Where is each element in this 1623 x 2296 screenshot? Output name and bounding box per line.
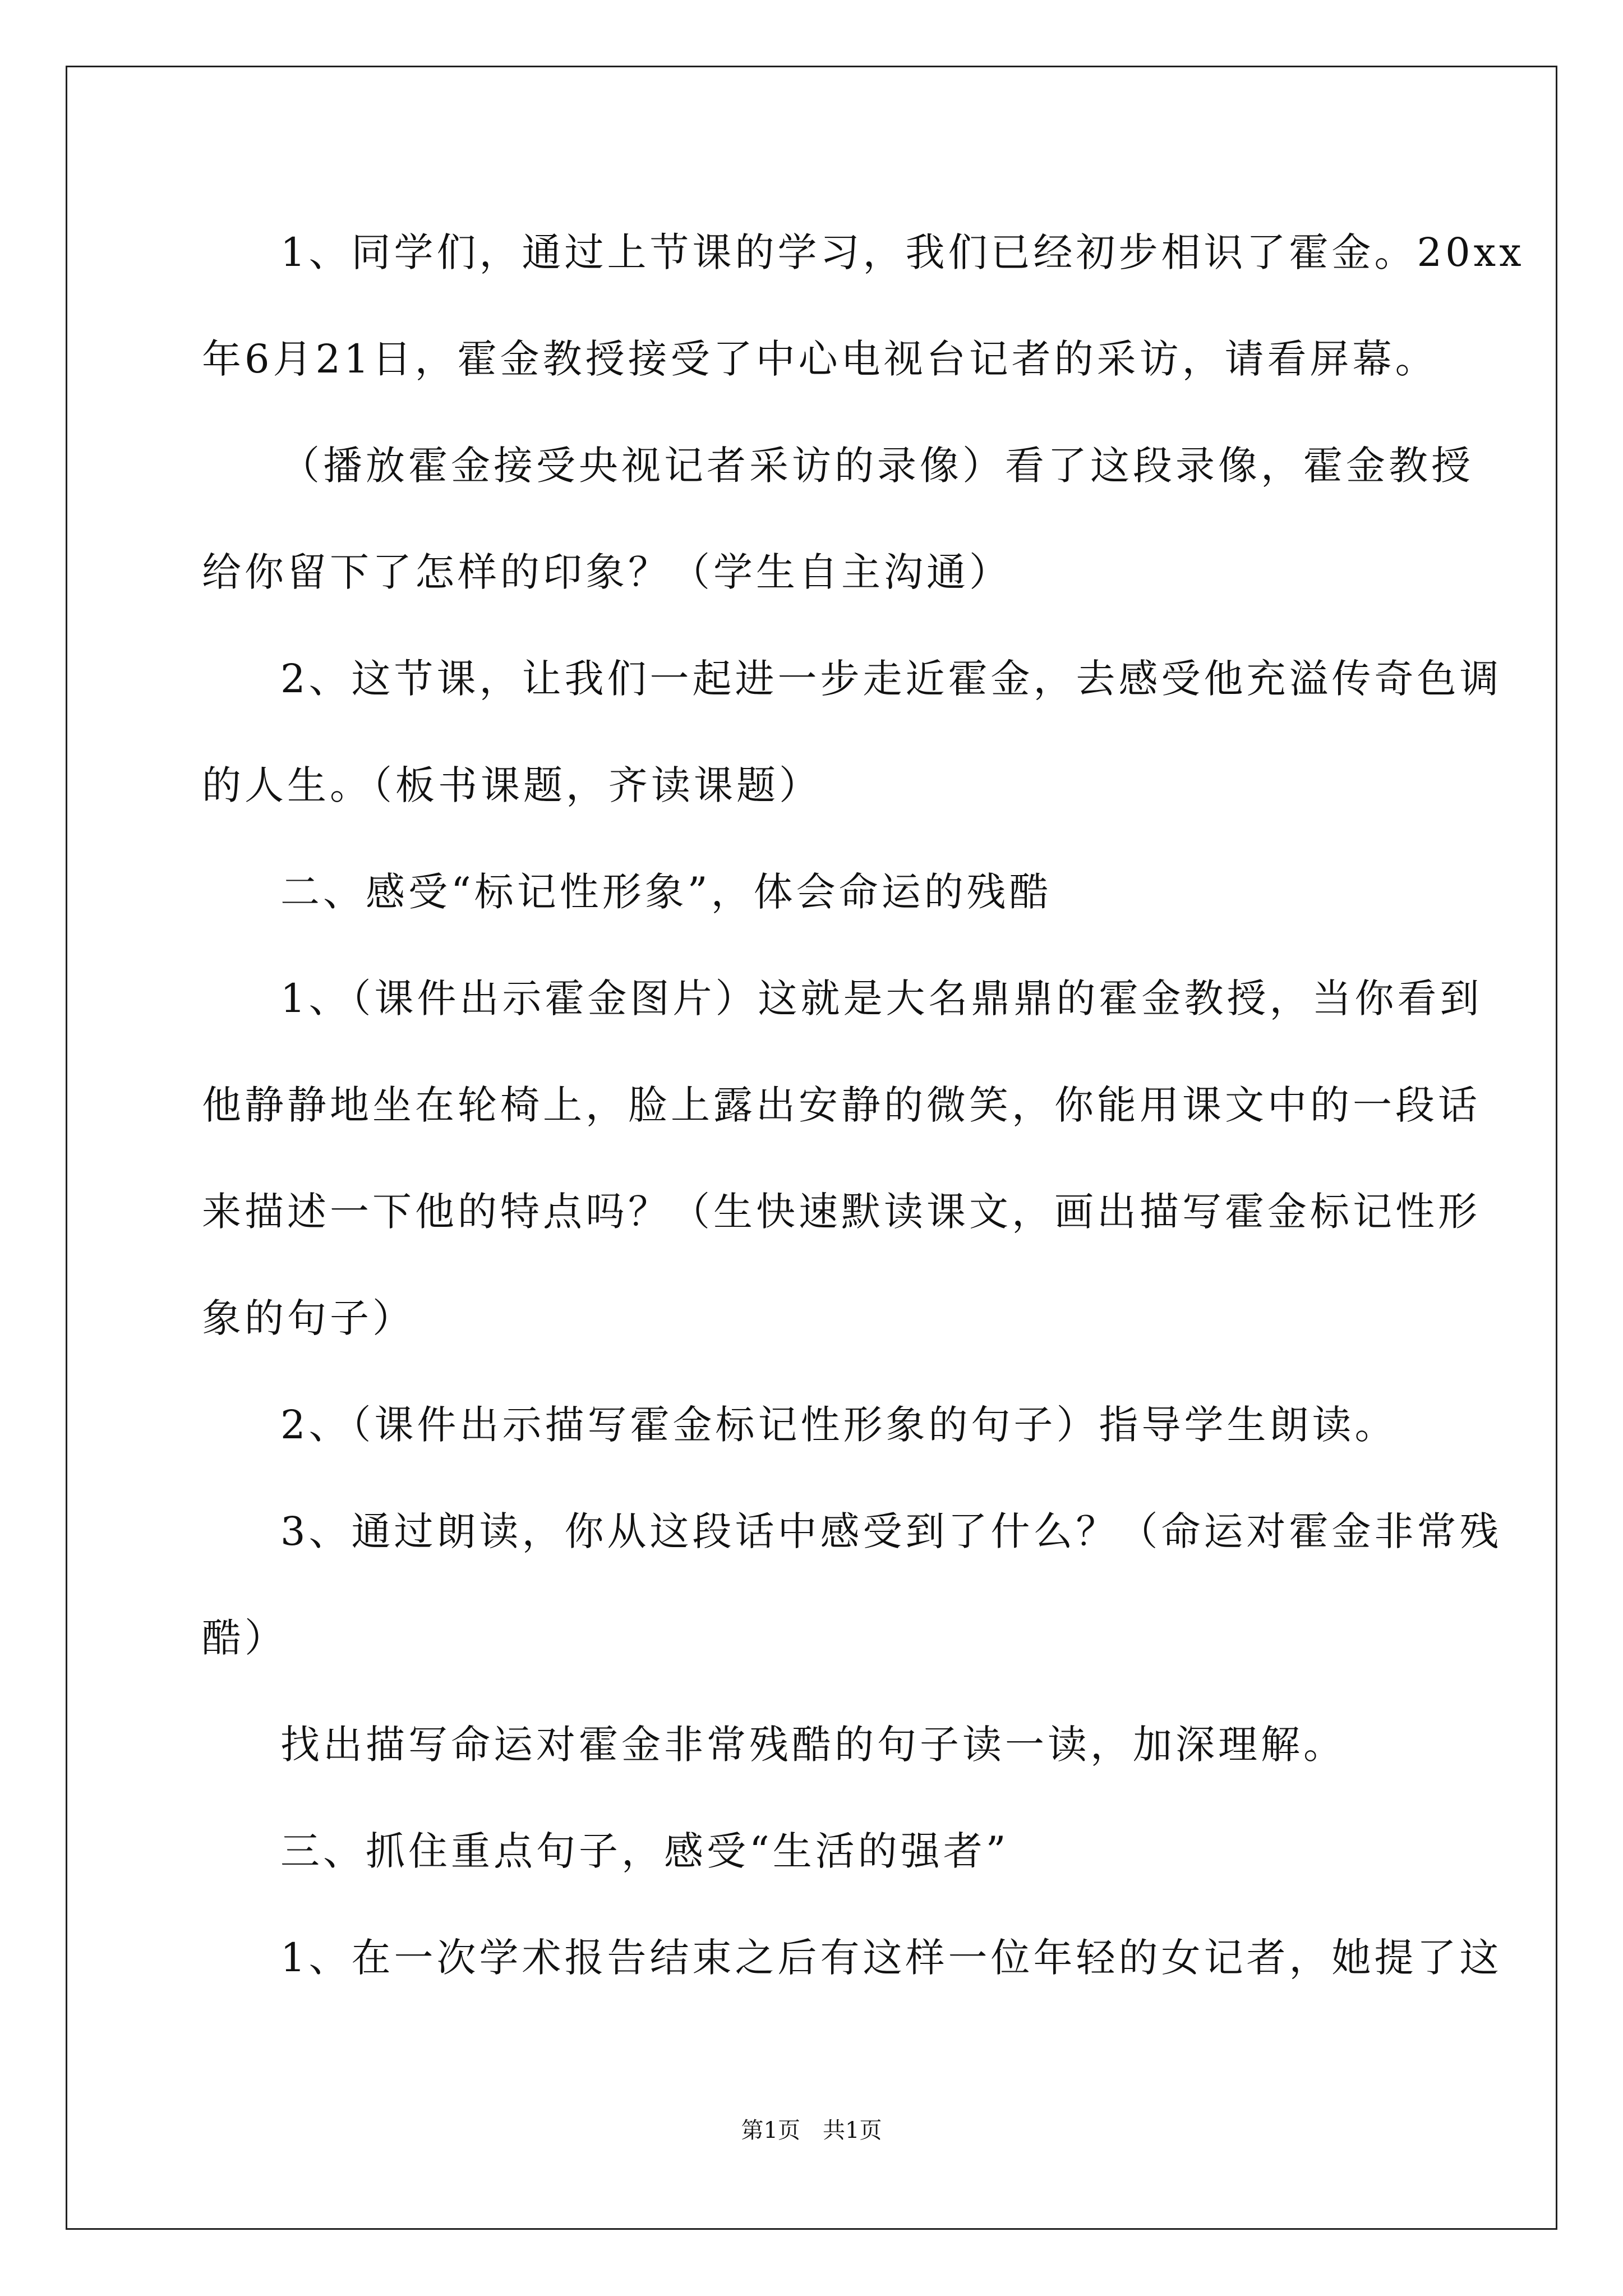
page-border — [66, 66, 1557, 2230]
text-line: 2、这节课，让我们一起进一步走近霍金，去感受他充溢传奇色调 — [280, 656, 1502, 702]
text-line: 来描述一下他的特点吗？（生快速默读课文，画出描写霍金标记性形 — [202, 1189, 1481, 1235]
text-line: 3、通过朗读，你从这段话中感受到了什么？（命运对霍金非常残 — [280, 1508, 1502, 1554]
text-line: 年6月21日，霍金教授接受了中心电视台记者的采访，请看屏幕。 — [202, 336, 1438, 382]
page-number-footer: 第1页 共1页 — [741, 2118, 882, 2143]
text-line: 酷） — [202, 1615, 287, 1661]
text-line: 2、（课件出示描写霍金标记性形象的句子）指导学生朗读。 — [280, 1402, 1398, 1448]
text-line: 的人生。（板书课题，齐读课题） — [202, 762, 822, 808]
text-line: 象的句子） — [202, 1295, 415, 1341]
text-line: 1、同学们，通过上节课的学习，我们已经初步相识了霍金。20xx — [280, 229, 1525, 275]
text-line: 1、在一次学术报告结束之后有这样一位年轻的女记者，她提了这 — [280, 1935, 1502, 1981]
text-line: 1、（课件出示霍金图片）这就是大名鼎鼎的霍金教授，当你看到 — [280, 976, 1483, 1022]
text-line: 给你留下了怎样的印象？（学生自主沟通） — [202, 549, 1012, 595]
section-heading: 三、抓住重点句子，感受“生活的强者” — [280, 1828, 1009, 1874]
text-line: （播放霍金接受央视记者采访的录像）看了这段录像，霍金教授 — [280, 443, 1474, 489]
text-line: 他静静地坐在轮椅上，脸上露出安静的微笑，你能用课文中的一段话 — [202, 1082, 1481, 1128]
section-heading: 二、感受“标记性形象”，体会命运的残酷 — [280, 869, 1052, 915]
text-line: 找出描写命运对霍金非常残酷的句子读一读，加深理解。 — [280, 1722, 1346, 1768]
